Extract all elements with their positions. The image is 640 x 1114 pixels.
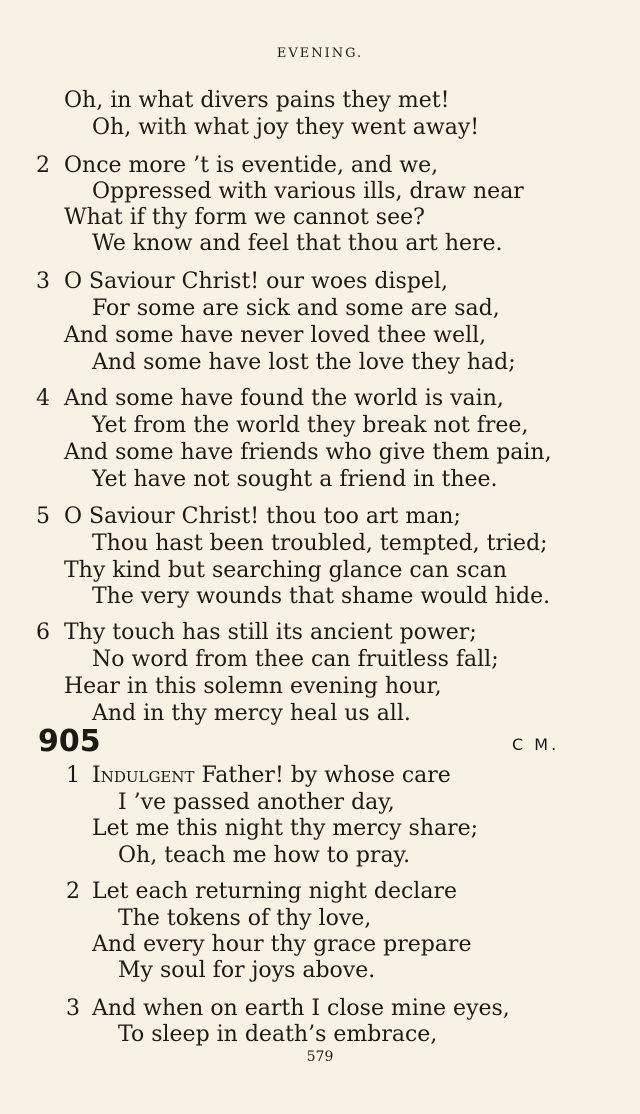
hymn-meter: C M. xyxy=(512,735,560,754)
verse-line: And some have never loved thee well, xyxy=(64,323,487,348)
verse-line: And every hour thy grace prepare xyxy=(92,932,472,957)
verse-line: And in thy mercy heal us all. xyxy=(92,701,411,726)
verse-line: And when on earth I close mine eyes, xyxy=(92,996,510,1021)
verse-line: To sleep in death’s embrace, xyxy=(118,1022,438,1047)
stanza-number: 5 xyxy=(36,504,50,529)
verse-line: Hear in this solemn evening hour, xyxy=(64,674,442,699)
verse-line: Oh, teach me how to pray. xyxy=(118,843,411,868)
verse-line: O Saviour Christ! our woes dispel, xyxy=(64,269,448,294)
verse-line: The tokens of thy love, xyxy=(118,906,372,931)
hymn-number: 905 xyxy=(38,724,101,759)
verse-line: No word from thee can fruitless fall; xyxy=(92,647,499,672)
running-head: EVENING. xyxy=(276,46,364,61)
verse-line: And some have lost the love they had; xyxy=(92,350,516,375)
page-number: 579 xyxy=(306,1049,334,1065)
verse-line: What if thy form we cannot see? xyxy=(64,205,425,230)
stanza-number: 4 xyxy=(36,386,50,411)
verse-line: I ’ve passed another day, xyxy=(118,790,395,815)
verse-line: Yet from the world they break not free, xyxy=(92,413,529,438)
verse-line: The very wounds that shame would hide. xyxy=(92,584,551,609)
verse-line: And some have found the world is vain, xyxy=(64,386,504,411)
verse-line: Thou hast been troubled, tempted, tried; xyxy=(92,531,548,556)
verse-line: My soul for joys above. xyxy=(118,958,376,983)
verse-line: And some have friends who give them pain, xyxy=(64,440,552,465)
verse-line: For some are sick and some are sad, xyxy=(92,296,500,321)
stanza-number: 2 xyxy=(36,153,50,178)
verse-line: We know and feel that thou art here. xyxy=(92,231,503,256)
verse-line: Oh, with what joy they went away! xyxy=(92,115,480,140)
verse-line xyxy=(92,763,451,789)
verse-line: Thy kind but searching glance can scan xyxy=(64,558,507,583)
first-word: Indulgent xyxy=(92,763,195,788)
verse-line: Let each returning night declare xyxy=(92,879,457,904)
verse-line-rest: Father! by whose care xyxy=(194,763,451,788)
stanza-number: 6 xyxy=(36,620,50,645)
verse-line: Oh, in what divers pains they met! xyxy=(64,88,450,113)
stanza-number: 1 xyxy=(66,763,80,788)
verse-line: O Saviour Christ! thou too art man; xyxy=(64,504,461,529)
stanza-number: 3 xyxy=(36,269,50,294)
stanza-number: 2 xyxy=(66,879,80,904)
verse-line: Yet have not sought a friend in thee. xyxy=(92,467,498,492)
verse-line: Once more ’t is eventide, and we, xyxy=(64,153,439,178)
verse-line: Thy touch has still its ancient power; xyxy=(64,620,477,645)
stanza-number: 3 xyxy=(66,996,80,1021)
verse-line: Let me this night thy mercy share; xyxy=(92,816,479,841)
verse-line: Oppressed with various ills, draw near xyxy=(92,179,524,204)
